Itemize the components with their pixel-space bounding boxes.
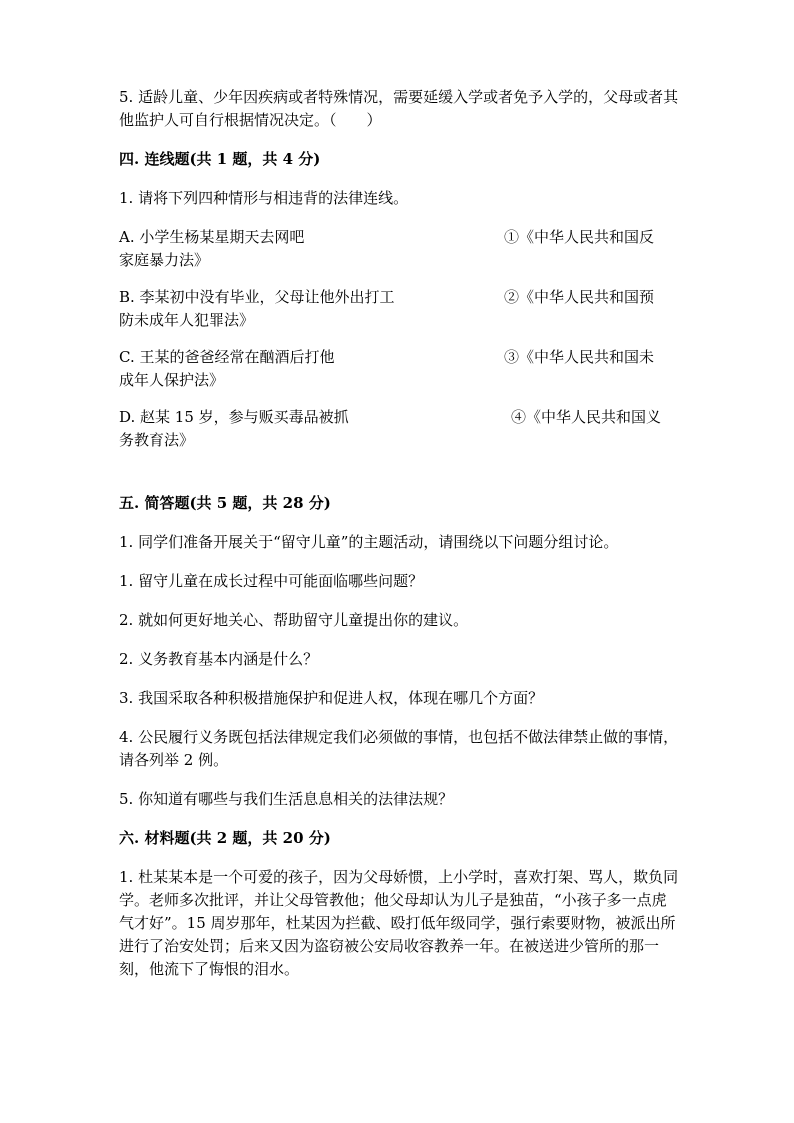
matching-item-a — [119, 226, 679, 272]
true-false-question-5: 5. 适龄儿童、少年因疾病或者特殊情况，需要延缓入学或者免予入学的，父母或者其他监护人可自行根据情况决定。（ ） — [119, 88, 679, 129]
matching-item-c-law-cont: 成年人保护法》 — [119, 371, 225, 389]
short-answer-question-1-sub-2: 2. 就如何更好地关心、帮助留守儿童提出你的建议。 — [119, 611, 469, 629]
short-answer-question-2: 2. 义务教育基本内涵是什么？ — [119, 650, 319, 668]
matching-item-c — [119, 346, 679, 392]
short-answer-question-5: 5. 你知道有哪些与我们生活息息相关的法律法规？ — [119, 790, 454, 808]
matching-item-a-situation: A. 小学生杨某星期天去网吧 — [119, 228, 305, 246]
matching-item-d-law-cont: 务教育法》 — [119, 431, 195, 449]
matching-item-a-law: ①《中华人民共和国反 — [504, 228, 655, 246]
matching-item-d-law: ④《中华人民共和国义 — [511, 408, 662, 426]
matching-item-b-situation: B. 李某初中没有毕业，父母让他外出打工 — [119, 288, 395, 306]
section-5-title: 五. 简答题(共 5 题，共 28 分) — [119, 494, 331, 512]
matching-item-a-law-cont: 家庭暴力法》 — [119, 251, 210, 269]
matching-item-c-situation: C. 王某的爸爸经常在酗酒后打他 — [119, 348, 335, 366]
section-6-title: 六. 材料题(共 2 题，共 20 分) — [119, 829, 331, 847]
short-answer-question-1-sub-1: 1. 留守儿童在成长过程中可能面临哪些问题？ — [119, 572, 424, 590]
short-answer-question-4: 4. 公民履行义务既包括法律规定我们必须做的事情，也包括不做法律禁止做的事情，请各列举 2 例。 — [119, 728, 679, 769]
matching-item-c-law: ③《中华人民共和国未 — [504, 348, 655, 366]
matching-item-b-law: ②《中华人民共和国预 — [504, 288, 655, 306]
material-question-1: 1. 杜某某本是一个可爱的孩子，因为父母娇惯，上小学时，喜欢打架、骂人，欺负同学。老师多次批评，并让父母管教他；他父母却认为儿子是独苗，“小孩子多一点虎气才好”。15 周岁那年，杜某因为拦截、殴打低年级同学，强行索要财物，被派出所进行了治安处罚；后来又因为盗窃被公安局收容教养一年。在被送进少管所的那一刻，他流下了悔恨的泪水。 — [119, 868, 679, 978]
matching-item-b-law-cont: 防未成年人犯罪法》 — [119, 311, 255, 329]
short-answer-question-1: 1. 同学们准备开展关于“留守儿童”的主题活动，请围绕以下问题分组讨论。 — [119, 533, 619, 551]
short-answer-question-3: 3. 我国采取各种积极措施保护和促进人权，体现在哪几个方面？ — [119, 689, 544, 707]
section-gap — [119, 466, 679, 492]
matching-question-1: 1. 请将下列四种情形与相违背的法律连线。 — [119, 189, 409, 207]
section-4-title: 四. 连线题(共 1 题，共 4 分) — [119, 150, 321, 168]
exam-page — [119, 86, 679, 997]
matching-item-d-situation: D. 赵某 15 岁，参与贩买毒品被抓 — [119, 408, 349, 426]
matching-item-d — [119, 406, 679, 452]
matching-item-b — [119, 286, 679, 332]
